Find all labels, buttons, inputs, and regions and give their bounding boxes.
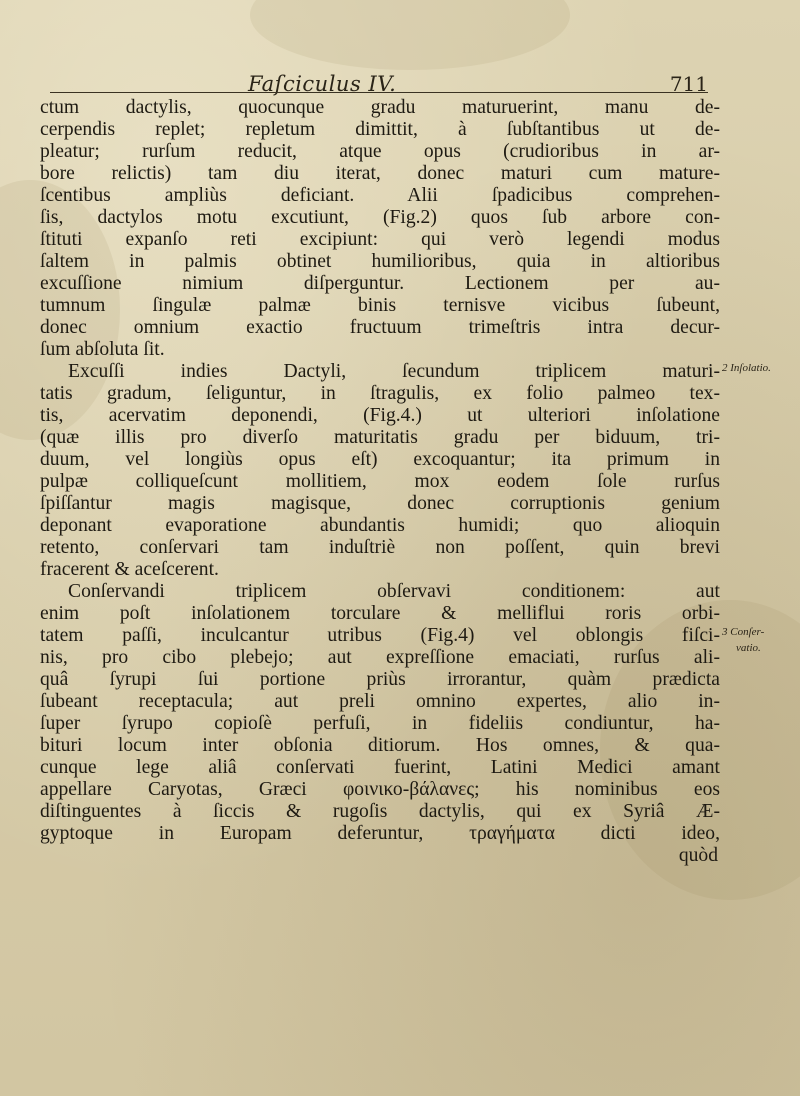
margin-note-conservatio: 3 Conſer- bbox=[722, 626, 765, 638]
margin-note-insolatio: 2 Inſolatio. bbox=[722, 362, 771, 374]
text-line: cunque lege aliâ conſervati fuerint, Latini Medici amant bbox=[40, 757, 720, 778]
text-line: donec omnium exactio fructuum trimeſtris intra decur- bbox=[40, 317, 720, 338]
text-line: ſuper ſyrupo copioſè perfuſi, in fideliis condiuntur, ha- bbox=[40, 713, 720, 734]
text-line: enim poſt inſolationem torculare & melliflui roris orbi- bbox=[40, 603, 720, 624]
paragraph-start: Conſervandi triplicem obſervavi conditionem: aut bbox=[68, 581, 720, 602]
text-line: fracerent & aceſcerent. bbox=[40, 559, 219, 580]
catchword: quòd bbox=[678, 845, 718, 866]
text-line: duum, vel longiùs opus eſt) excoquantur; ita primum in bbox=[40, 449, 720, 470]
page-number: 711 bbox=[669, 72, 708, 96]
text-line: ſum abſoluta ſit. bbox=[40, 339, 165, 360]
text-line: ſubeant receptacula; aut preli omnino expertes, alio in- bbox=[40, 691, 720, 712]
text-line: tatem paſſi, inculcantur utribus (Fig.4) vel oblongis fiſci- bbox=[40, 625, 720, 646]
body-text bbox=[40, 97, 720, 867]
paragraph-start: Excuſſi indies Dactyli, ſecundum triplicem maturi- bbox=[68, 361, 720, 382]
text-line: ſcentibus ampliùs deficiant. Alii ſpadicibus comprehen- bbox=[40, 185, 720, 206]
text-line: ſaltem in palmis obtinet humilioribus, quia in altioribus bbox=[40, 251, 720, 272]
text-line: (quæ illis pro diverſo maturitatis gradu per biduum, tri- bbox=[40, 427, 720, 448]
text-line: appellare Caryotas, Græci φοινικο-βάλανες; his nominibus eos bbox=[40, 779, 720, 800]
text-line: pulpæ colliqueſcunt mollitiem, mox eodem ſole rurſus bbox=[40, 471, 720, 492]
text-line: pleatur; rurſum reducit, atque opus (crudioribus in ar- bbox=[40, 141, 720, 162]
text-line: ctum dactylis, quocunque gradu maturuerint, manu de- bbox=[40, 97, 720, 118]
running-title: Faſciculus IV. bbox=[248, 72, 397, 96]
text-line: retento, conſervari tam induſtriè non poſſent, quin brevi bbox=[40, 537, 720, 558]
text-line: bore relictis) tam diu iterat, donec maturi cum mature- bbox=[40, 163, 720, 184]
text-line: cerpendis replet; repletum dimittit, à ſubſtantibus ut de- bbox=[40, 119, 720, 140]
text-line: ſpiſſantur magis magisque, donec corruptionis genium bbox=[40, 493, 720, 514]
text-line: diſtinguentes à ſiccis & rugoſis dactylis, qui ex Syriâ Æ- bbox=[40, 801, 720, 822]
text-line: nis, pro cibo plebejo; aut expreſſione emaciati, rurſus ali- bbox=[40, 647, 720, 668]
header-rule bbox=[50, 92, 708, 93]
text-line: excuſſione nimium diſperguntur. Lectionem per au- bbox=[40, 273, 720, 294]
text-line: deponant evaporatione abundantis humidi; quo alioquin bbox=[40, 515, 720, 536]
margin-note-conservatio-cont: vatio. bbox=[736, 642, 761, 654]
text-line: ſtituti expanſo reti excipiunt: qui verò legendi modus bbox=[40, 229, 720, 250]
text-line: tumnum ſingulæ palmæ binis ternisve vicibus ſubeunt, bbox=[40, 295, 720, 316]
text-line: tatis gradum, ſeliguntur, in ſtragulis, ex folio palmeo tex- bbox=[40, 383, 720, 404]
text-line: tis, acervatim deponendi, (Fig.4.) ut ulteriori inſolatione bbox=[40, 405, 720, 426]
paper-stain bbox=[250, 0, 570, 70]
text-line: quâ ſyrupi ſui portione priùs irrorantur, quàm prædicta bbox=[40, 669, 720, 690]
text-line: ſis, dactylos motu excutiunt, (Fig.2) quos ſub arbore con- bbox=[40, 207, 720, 228]
text-line: bituri locum inter obſonia ditiorum. Hos omnes, & qua- bbox=[40, 735, 720, 756]
text-line: gyptoque in Europam deferuntur, τραγήματα dicti ideo, bbox=[40, 823, 720, 844]
